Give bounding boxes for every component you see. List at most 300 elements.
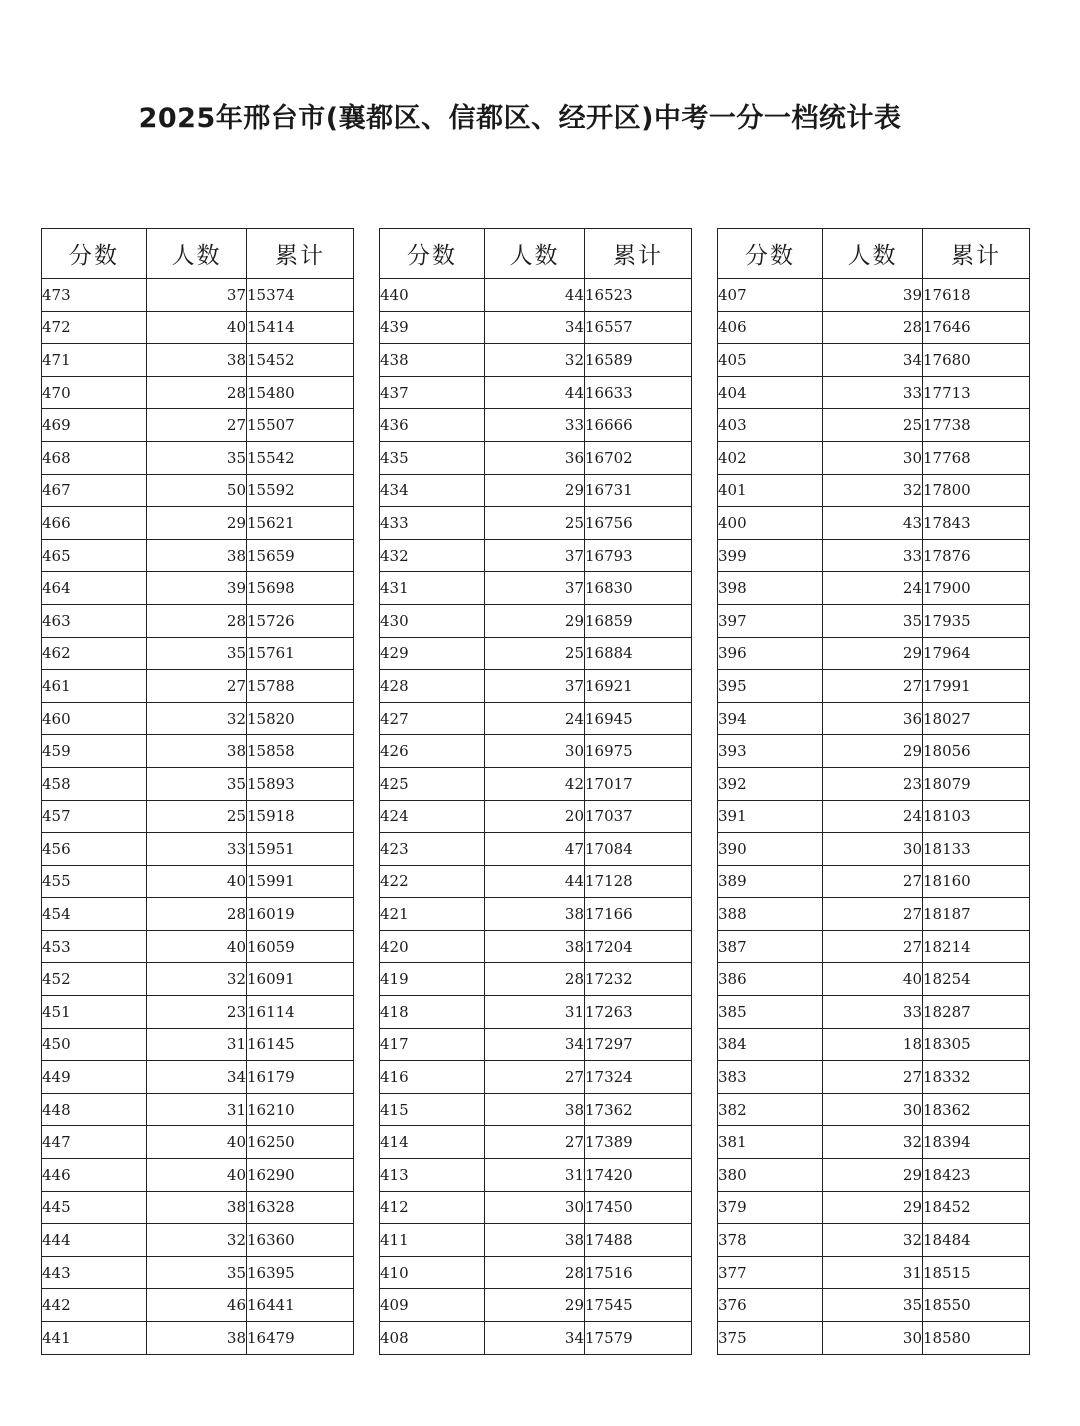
count-cell: 44 [485,279,585,312]
score-cell: 470 [42,376,147,409]
score-cell: 447 [42,1126,147,1159]
cumulative-cell: 16479 [247,1322,354,1355]
table-row [42,800,354,833]
score-cell: 444 [42,1224,147,1257]
score-cell: 419 [380,963,485,996]
score-header: 分数 [380,229,485,279]
cumulative-cell: 16360 [247,1224,354,1257]
table-row [718,311,1030,344]
cumulative-cell: 15659 [247,539,354,572]
cumulative-cell: 16921 [585,670,692,703]
score-cell: 431 [380,572,485,605]
score-cell: 468 [42,441,147,474]
cumulative-cell: 16830 [585,572,692,605]
score-cell: 399 [718,539,823,572]
count-cell: 25 [823,409,923,442]
table-row [380,1289,692,1322]
score-cell: 421 [380,898,485,931]
count-cell: 35 [147,767,247,800]
cumulative-cell: 17768 [923,441,1030,474]
table-row [380,474,692,507]
table-row [42,344,354,377]
cumulative-cell: 15592 [247,474,354,507]
table-row [380,311,692,344]
table-row [380,702,692,735]
cumulative-cell: 16666 [585,409,692,442]
cumulative-cell: 18103 [923,800,1030,833]
cumulative-cell: 16290 [247,1159,354,1192]
count-cell: 32 [147,702,247,735]
score-cell: 471 [42,344,147,377]
table-row [380,539,692,572]
score-cell: 459 [42,735,147,768]
score-cell: 376 [718,1289,823,1322]
count-cell: 25 [485,507,585,540]
table-row [718,572,1030,605]
table-row [42,311,354,344]
cumulative-cell: 18452 [923,1191,1030,1224]
count-cell: 38 [485,1093,585,1126]
score-cell: 452 [42,963,147,996]
cumulative-cell: 18287 [923,996,1030,1029]
table-row [380,735,692,768]
cumulative-cell: 15858 [247,735,354,768]
score-cell: 448 [42,1093,147,1126]
table-row [380,1126,692,1159]
score-cell: 386 [718,963,823,996]
count-cell: 29 [147,507,247,540]
cumulative-cell: 16557 [585,311,692,344]
table-row [718,963,1030,996]
cumulative-cell: 17618 [923,279,1030,312]
cumulative-cell: 15788 [247,670,354,703]
count-cell: 42 [485,767,585,800]
cumulative-cell: 15726 [247,604,354,637]
count-cell: 37 [485,670,585,703]
score-cell: 455 [42,865,147,898]
score-cell: 436 [380,409,485,442]
score-cell: 402 [718,441,823,474]
cumulative-cell: 16859 [585,604,692,637]
cumulative-cell: 18254 [923,963,1030,996]
table-row [42,996,354,1029]
table-row [718,441,1030,474]
cumulative-cell: 16523 [585,279,692,312]
count-cell: 29 [823,637,923,670]
table-row [42,767,354,800]
table-row [380,1028,692,1061]
count-cell: 30 [823,1093,923,1126]
score-cell: 392 [718,767,823,800]
cumulative-cell: 17713 [923,376,1030,409]
cumulative-cell: 16731 [585,474,692,507]
cumulative-cell: 15820 [247,702,354,735]
count-cell: 34 [485,1322,585,1355]
cumulative-cell: 17084 [585,833,692,866]
table-row [42,1322,354,1355]
table-row [380,637,692,670]
table-row [42,865,354,898]
cumulative-cell: 17964 [923,637,1030,670]
header-row [42,229,354,279]
table-row [42,833,354,866]
cumulative-cell: 15698 [247,572,354,605]
table-row [718,996,1030,1029]
cumulative-cell: 18079 [923,767,1030,800]
table-row [718,1191,1030,1224]
table-row [42,1159,354,1192]
count-cell: 30 [485,735,585,768]
table-row [380,963,692,996]
count-cell: 27 [485,1061,585,1094]
table-row [380,344,692,377]
count-cell: 38 [147,1322,247,1355]
count-cell: 30 [823,1322,923,1355]
score-cell: 426 [380,735,485,768]
table-row [380,1224,692,1257]
table-row [42,1126,354,1159]
score-cell: 420 [380,930,485,963]
table-row [42,507,354,540]
score-cell: 465 [42,539,147,572]
score-cell: 463 [42,604,147,637]
count-cell: 28 [823,311,923,344]
table-row [42,1289,354,1322]
count-cell: 32 [147,1224,247,1257]
table-row [718,1322,1030,1355]
count-cell: 28 [147,898,247,931]
cumulative-cell: 18027 [923,702,1030,735]
count-cell: 27 [485,1126,585,1159]
score-cell: 466 [42,507,147,540]
cumulative-cell: 16179 [247,1061,354,1094]
cumulative-cell: 16145 [247,1028,354,1061]
cumulative-cell: 17017 [585,767,692,800]
cumulative-cell: 16091 [247,963,354,996]
count-cell: 44 [485,376,585,409]
score-cell: 379 [718,1191,823,1224]
score-cell: 462 [42,637,147,670]
count-cell: 34 [485,1028,585,1061]
cumulative-cell: 16114 [247,996,354,1029]
header-row [380,229,692,279]
count-cell: 29 [485,604,585,637]
count-cell: 50 [147,474,247,507]
score-cell: 384 [718,1028,823,1061]
cumulative-cell: 16019 [247,898,354,931]
count-cell: 36 [823,702,923,735]
cumulative-cell: 16250 [247,1126,354,1159]
cumulative-cell: 17843 [923,507,1030,540]
cumulative-cell: 17900 [923,572,1030,605]
cumulative-cell: 16395 [247,1256,354,1289]
table-row [42,539,354,572]
count-cell: 38 [485,898,585,931]
score-cell: 456 [42,833,147,866]
table-row [42,1061,354,1094]
score-cell: 387 [718,930,823,963]
score-cell: 404 [718,376,823,409]
score-cell: 450 [42,1028,147,1061]
count-cell: 33 [823,539,923,572]
cumulative-cell: 18332 [923,1061,1030,1094]
cumulative-cell: 16589 [585,344,692,377]
score-cell: 469 [42,409,147,442]
score-cell: 464 [42,572,147,605]
score-cell: 410 [380,1256,485,1289]
table-row [380,1256,692,1289]
cumulative-cell: 17362 [585,1093,692,1126]
count-cell: 35 [147,637,247,670]
table-row [718,1093,1030,1126]
count-cell: 40 [147,865,247,898]
table-row [380,507,692,540]
score-cell: 438 [380,344,485,377]
count-cell: 38 [485,930,585,963]
count-cell: 29 [485,474,585,507]
count-cell: 38 [147,539,247,572]
table-row [718,767,1030,800]
count-cell: 20 [485,800,585,833]
count-cell: 31 [823,1256,923,1289]
table-row [718,539,1030,572]
cumulative-header: 累计 [247,229,354,279]
count-cell: 31 [147,1093,247,1126]
cumulative-cell: 16702 [585,441,692,474]
count-cell: 47 [485,833,585,866]
score-cell: 412 [380,1191,485,1224]
score-cell: 409 [380,1289,485,1322]
cumulative-cell: 16059 [247,930,354,963]
table-row [718,604,1030,637]
score-cell: 416 [380,1061,485,1094]
count-cell: 25 [147,800,247,833]
count-cell: 35 [147,1256,247,1289]
score-cell: 424 [380,800,485,833]
cumulative-cell: 17389 [585,1126,692,1159]
count-cell: 40 [147,1126,247,1159]
table-row [718,344,1030,377]
table-row [42,474,354,507]
count-cell: 30 [823,441,923,474]
table-row [718,735,1030,768]
count-cell: 32 [823,474,923,507]
count-cell: 24 [823,572,923,605]
count-cell: 35 [823,1289,923,1322]
cumulative-cell: 15507 [247,409,354,442]
count-cell: 25 [485,637,585,670]
count-cell: 38 [147,344,247,377]
table-row [718,670,1030,703]
count-cell: 27 [823,898,923,931]
count-cell: 39 [823,279,923,312]
table-row [380,376,692,409]
count-cell: 38 [147,735,247,768]
score-cell: 414 [380,1126,485,1159]
count-cell: 40 [147,930,247,963]
count-cell: 29 [823,1191,923,1224]
cumulative-cell: 17738 [923,409,1030,442]
table-row [380,604,692,637]
cumulative-cell: 18362 [923,1093,1030,1126]
cumulative-cell: 15374 [247,279,354,312]
count-cell: 39 [147,572,247,605]
table-row [380,441,692,474]
score-cell: 433 [380,507,485,540]
count-cell: 43 [823,507,923,540]
cumulative-cell: 15951 [247,833,354,866]
cumulative-cell: 17204 [585,930,692,963]
table-row [718,376,1030,409]
count-cell: 37 [147,279,247,312]
score-cell: 378 [718,1224,823,1257]
cumulative-cell: 17680 [923,344,1030,377]
cumulative-cell: 16793 [585,539,692,572]
score-cell: 385 [718,996,823,1029]
cumulative-cell: 17232 [585,963,692,996]
table-row [380,767,692,800]
count-cell: 40 [147,311,247,344]
cumulative-cell: 15893 [247,767,354,800]
cumulative-cell: 17579 [585,1322,692,1355]
score-cell: 432 [380,539,485,572]
cumulative-cell: 15480 [247,376,354,409]
score-cell: 383 [718,1061,823,1094]
count-cell: 29 [485,1289,585,1322]
table-row [718,1256,1030,1289]
cumulative-cell: 18484 [923,1224,1030,1257]
score-cell: 397 [718,604,823,637]
score-cell: 437 [380,376,485,409]
score-cell: 454 [42,898,147,931]
score-cell: 390 [718,833,823,866]
cumulative-cell: 16441 [247,1289,354,1322]
cumulative-cell: 17297 [585,1028,692,1061]
score-cell: 413 [380,1159,485,1192]
count-cell: 24 [485,702,585,735]
table-row [380,409,692,442]
cumulative-cell: 17037 [585,800,692,833]
cumulative-cell: 17876 [923,539,1030,572]
cumulative-cell: 16633 [585,376,692,409]
cumulative-cell: 15621 [247,507,354,540]
score-cell: 458 [42,767,147,800]
header-row [718,229,1030,279]
table-row [380,670,692,703]
cumulative-cell: 15414 [247,311,354,344]
table-row [718,898,1030,931]
score-cell: 430 [380,604,485,637]
score-cell: 393 [718,735,823,768]
cumulative-cell: 18394 [923,1126,1030,1159]
cumulative-cell: 15452 [247,344,354,377]
table-row [42,1256,354,1289]
cumulative-header: 累计 [923,229,1030,279]
count-cell: 29 [823,1159,923,1192]
count-cell: 37 [485,539,585,572]
table-row [42,963,354,996]
cumulative-cell: 17324 [585,1061,692,1094]
score-cell: 440 [380,279,485,312]
score-cell: 472 [42,311,147,344]
score-cell: 408 [380,1322,485,1355]
count-cell: 27 [147,409,247,442]
table-row [42,441,354,474]
cumulative-cell: 18056 [923,735,1030,768]
table-row [718,279,1030,312]
score-cell: 391 [718,800,823,833]
score-cell: 377 [718,1256,823,1289]
score-cell: 403 [718,409,823,442]
count-cell: 27 [823,1061,923,1094]
count-cell: 28 [147,604,247,637]
count-cell: 36 [485,441,585,474]
score-cell: 451 [42,996,147,1029]
cumulative-cell: 17488 [585,1224,692,1257]
count-cell: 30 [485,1191,585,1224]
count-cell: 38 [485,1224,585,1257]
cumulative-cell: 16210 [247,1093,354,1126]
count-header: 人数 [485,229,585,279]
count-cell: 40 [147,1159,247,1192]
cumulative-cell: 18515 [923,1256,1030,1289]
table-row [718,1224,1030,1257]
score-table-2 [379,228,692,1355]
score-cell: 415 [380,1093,485,1126]
score-header: 分数 [42,229,147,279]
table-row [718,800,1030,833]
cumulative-cell: 17800 [923,474,1030,507]
cumulative-cell: 18160 [923,865,1030,898]
table-row [42,1028,354,1061]
table-row [718,1289,1030,1322]
score-cell: 457 [42,800,147,833]
table-row [718,637,1030,670]
cumulative-cell: 15761 [247,637,354,670]
table-row [42,670,354,703]
table-row [380,996,692,1029]
table-row [380,800,692,833]
cumulative-cell: 17166 [585,898,692,931]
score-cell: 428 [380,670,485,703]
count-cell: 46 [147,1289,247,1322]
table-row [380,1093,692,1126]
score-cell: 406 [718,311,823,344]
table-row [380,1159,692,1192]
count-cell: 38 [147,1191,247,1224]
score-cell: 395 [718,670,823,703]
table-row [42,898,354,931]
table-row [718,1126,1030,1159]
count-cell: 44 [485,865,585,898]
score-cell: 423 [380,833,485,866]
score-cell: 381 [718,1126,823,1159]
count-cell: 30 [823,833,923,866]
score-cell: 417 [380,1028,485,1061]
score-cell: 442 [42,1289,147,1322]
cumulative-cell: 15991 [247,865,354,898]
score-cell: 453 [42,930,147,963]
count-cell: 33 [823,376,923,409]
count-cell: 32 [823,1126,923,1159]
table-row [718,702,1030,735]
score-cell: 405 [718,344,823,377]
table-row [718,1159,1030,1192]
cumulative-cell: 17991 [923,670,1030,703]
count-cell: 32 [147,963,247,996]
count-cell: 35 [823,604,923,637]
cumulative-header: 累计 [585,229,692,279]
